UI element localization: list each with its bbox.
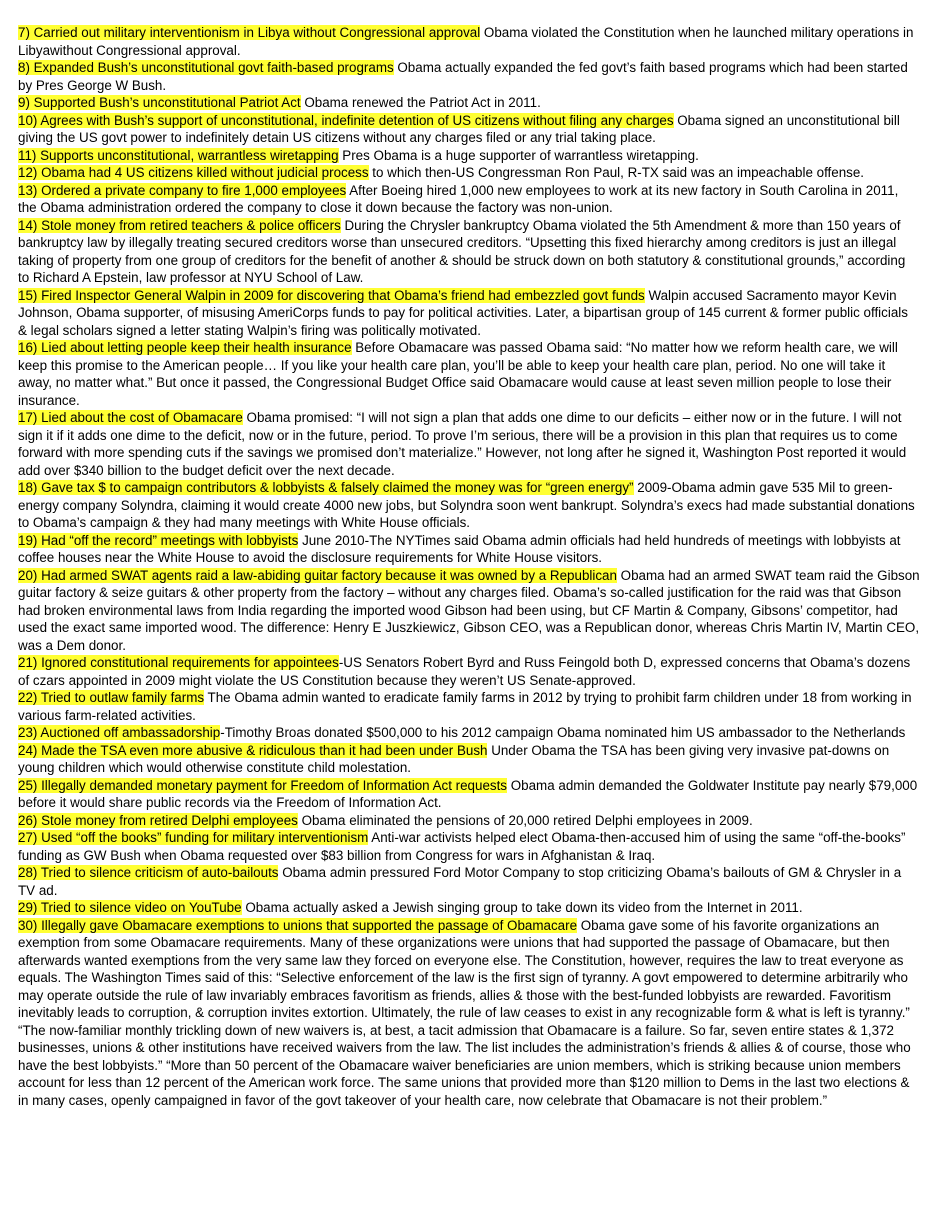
item-heading: 12) Obama had 4 US citizens killed without judicial process — [18, 165, 369, 180]
item-heading: 7) Carried out military interventionism in Libya without Congressional approval — [18, 25, 481, 40]
item-heading: 19) Had “off the record” meetings with lobbyists — [18, 532, 299, 548]
list-item — [18, 182, 920, 217]
item-body: Under Obama the TSA has been giving very invasive pat-downs on young children which would otherwise constitute child molestation. — [18, 742, 890, 775]
item-heading: 8) Expanded Bush’s unconstitutional govt faith-based programs — [18, 60, 394, 75]
list-item — [18, 287, 920, 340]
item-body: Obama signed an unconstitutional bill giving the US govt power to indefinitely detain US citizens without any charges filed or any trial taking place. — [18, 112, 900, 145]
list-item — [18, 689, 920, 724]
list-item — [18, 217, 920, 287]
item-heading: 22) Tried to outlaw family farms — [18, 690, 205, 705]
item-body: Obama eliminated the pensions of 20,000 retired Delphi employees in 2009. — [297, 812, 753, 828]
item-body: June 2010-The NYTimes said Obama admin officials had held hundreds of meetings with lobbyists at coffee houses near the White House to avoid the disclosure requirements for White House visitors. — [18, 532, 901, 565]
item-body: Obama admin demanded the Goldwater Institute pay nearly $79,000 before it would share public records via the Freedom of Information Act. — [18, 777, 918, 810]
item-body: After Boeing hired 1,000 new employees to work at its new factory in South Carolina in 2011, the Obama administration ordered the company to close it down because the factory was non-union. — [18, 182, 899, 215]
item-heading: 20) Had armed SWAT agents raid a law-abiding guitar factory because it was owned by a Republican — [18, 567, 617, 583]
item-heading: 10) Agrees with Bush’s support of unconstitutional, indefinite detention of US citizens without filing any charges — [18, 112, 674, 128]
item-body: Obama renewed the Patriot Act in 2011. — [300, 95, 541, 110]
list-item — [18, 864, 920, 899]
list-item — [18, 112, 920, 147]
item-heading: 15) Fired Inspector General Walpin in 2009 for discovering that Obama’s friend had embezzled govt funds — [18, 287, 645, 303]
list-item — [18, 777, 920, 812]
item-body: Before Obamacare was passed Obama said: “No matter how we reform health care, we will keep this promise to the American people… If you like your health care plan, you’ll be able to keep your health care plan, period. No one will take it away, no matter what.” But once it passed, the Congressional Budget Office said Obamacare would cause at least seven million people to lose their insurance. — [18, 340, 898, 408]
item-body: Obama actually asked a Jewish singing group to take down its video from the Internet in 2011. — [241, 900, 803, 915]
item-body: Obama had an armed SWAT team raid the Gibson guitar factory & seize guitars & other property from the factory – without any charges filed. Obama’s so-called justification for the raid was that Gibson had broken environmental laws from India regarding the imported wood Gibson had been using, but CF Martin & Company, Gibsons’ competitor, had used the exact same imported wood. The difference: Henry E Juszkiewicz, Gibson CEO, was a Republican donor, whereas Chris Martin IV, Martin CEO, was a Dem donor. — [18, 567, 920, 653]
item-heading: 25) Illegally demanded monetary payment for Freedom of Information Act requests — [18, 777, 508, 793]
item-body: Walpin accused Sacramento mayor Kevin Johnson, Obama supporter, of misusing AmeriCorps funds to pay for political activities. Later, a bipartisan group of 145 current & former public officials & legal scholars signed a letter stating Walpin’s firing was politically motivated. — [18, 287, 908, 338]
item-heading: 23) Auctioned off ambassadorship — [18, 725, 221, 740]
list-item — [18, 164, 920, 182]
item-body: Obama violated the Constitution when he launched military operations in Libyawithout Congressional approval. — [18, 25, 914, 58]
item-body: Obama gave some of his favorite organizations an exemption from some Obamacare requirements. Many of these organizations were unions that had supported the passage of Obamacare, but then afterwards wanted exemptions from the very same law they forced on everyone else. The Constitution, however, requires the law to treat everyone as equals. The Washington Times said of this: “Selective enforcement of the law is the first sign of tyranny. A govt empowered to determine arbitrarily who may operate outside the rule of law invariably embraces favoritism as friends, allies & those with the best-funded lobbyists are rewarded. Favoritism inevitably leads to corruption, & corruption invites extortion. Ultimately, the rule of law ceases to exist in any recognizable form & what is left is tyranny.” “The now-familiar monthly trickling down of new waivers is, at best, a tacit admission that Obamacare is a failure. So far, seven entire states & 1,372 businesses, unions & other institutions have received waivers from the law. The list includes the administration’s friends & allies & of course, those who have the best lobbyists.” “More than 50 percent of the Obamacare waiver beneficiaries are union members, which is striking because union members account for less than 12 percent of the American work force. The same unions that provided more than $120 million to Dems in the last two elections & in many cases, openly campaigned in favor of the govt takeover of your health care, now celebrate that Obamacare is not their problem.” — [18, 917, 911, 1108]
item-body: Anti-war activists helped elect Obama-then-accused him of using the same “off-the-books” funding as GW Bush when Obama requested over $83 billion from Congress for wars in Afghanistan & Iraq. — [18, 830, 906, 863]
list-item — [18, 742, 920, 777]
list-item — [18, 724, 920, 742]
item-heading: 24) Made the TSA even more abusive & ridiculous than it had been under Bush — [18, 742, 488, 758]
item-heading: 11) Supports unconstitutional, warrantless wiretapping — [18, 147, 339, 163]
item-heading: 16) Lied about letting people keep their health insurance — [18, 340, 352, 355]
item-body: During the Chrysler bankruptcy Obama violated the 5th Amendment & more than 150 years of bankruptcy law by illegally treating secured creditors worse than unsecured creditors. “Upsetting this fixed hierarchy among creditors is just an illegal taking of property from one group of creditors for the benefit of another & should be struck down on both statutory & constitutional grounds,” according to Richard A Epstein, law professor at NYU School of Law. — [18, 217, 906, 285]
item-heading: 26) Stole money from retired Delphi employees — [18, 812, 298, 828]
item-heading: 21) Ignored constitutional requirements for appointees — [18, 655, 339, 670]
item-body: 2009-Obama admin gave 535 Mil to green-energy company Solyndra, claiming it would create 4000 new jobs, but Solyndra soon went bankrupt. Solyndra’s execs had made substantial donations to Obama’s campaign & they had many meetings with White House officials. — [18, 480, 915, 530]
item-heading: 9) Supported Bush’s unconstitutional Patriot Act — [18, 95, 301, 110]
list-item — [18, 829, 920, 864]
list-item — [18, 899, 920, 917]
list-item — [18, 59, 920, 94]
item-heading: 17) Lied about the cost of Obamacare — [18, 410, 243, 425]
item-heading: 29) Tried to silence video on YouTube — [18, 900, 242, 915]
list-item — [18, 94, 920, 112]
list-item — [18, 24, 920, 59]
item-heading: 28) Tried to silence criticism of auto-bailouts — [18, 865, 279, 880]
item-heading: 14) Stole money from retired teachers & police officers — [18, 217, 341, 233]
item-heading: 13) Ordered a private company to fire 1,000 employees — [18, 182, 347, 198]
list-item — [18, 409, 920, 479]
list-item — [18, 339, 920, 409]
item-body: The Obama admin wanted to eradicate family farms in 2012 by trying to prohibit farm children under 18 from working in various farm-related activities. — [18, 690, 912, 723]
list-item — [18, 479, 920, 532]
item-body: to which then-US Congressman Ron Paul, R-TX said was an impeachable offense. — [368, 165, 865, 180]
item-heading: 27) Used “off the books” funding for military interventionism — [18, 830, 369, 845]
document-page — [18, 24, 920, 1109]
item-body: Obama promised: “I will not sign a plan that adds one dime to our deficits – either now or in the future. I will not sign it if it adds one dime to the deficit, now or in the future, period. To prove I’m serious, there will be a provision in this plan that requires us to come forward with more spending cuts if the savings we promised don’t materialize.” However, not long after he signed it, Washington Post reported it would add over $340 billion to the budget deficit over the next decade. — [18, 410, 907, 478]
item-heading: 18) Gave tax $ to campaign contributors & lobbyists & falsely claimed the money was for “green energy” — [18, 480, 634, 495]
list-item — [18, 567, 920, 655]
list-item — [18, 654, 920, 689]
item-body: Obama admin pressured Ford Motor Company to stop criticizing Obama’s bailouts of GM & Chrysler in a TV ad. — [18, 865, 902, 898]
item-body: Pres Obama is a huge supporter of warrantless wiretapping. — [338, 147, 699, 163]
item-body: -US Senators Robert Byrd and Russ Feingold both D, expressed concerns that Obama’s dozens of czars appointed in 2009 might violate the US Constitution because they weren’t US Senate-approved. — [18, 655, 911, 688]
item-body: -Timothy Broas donated $500,000 to his 2012 campaign Obama nominated him US ambassador to the Netherlands — [220, 725, 906, 740]
item-heading: 30) Illegally gave Obamacare exemptions to unions that supported the passage of Obamacare — [18, 917, 578, 933]
list-item — [18, 532, 920, 567]
list-item — [18, 917, 920, 1110]
list-item — [18, 147, 920, 165]
list-item — [18, 812, 920, 830]
item-body: Obama actually expanded the fed govt’s faith based programs which had been started by Pres George W Bush. — [18, 60, 908, 93]
